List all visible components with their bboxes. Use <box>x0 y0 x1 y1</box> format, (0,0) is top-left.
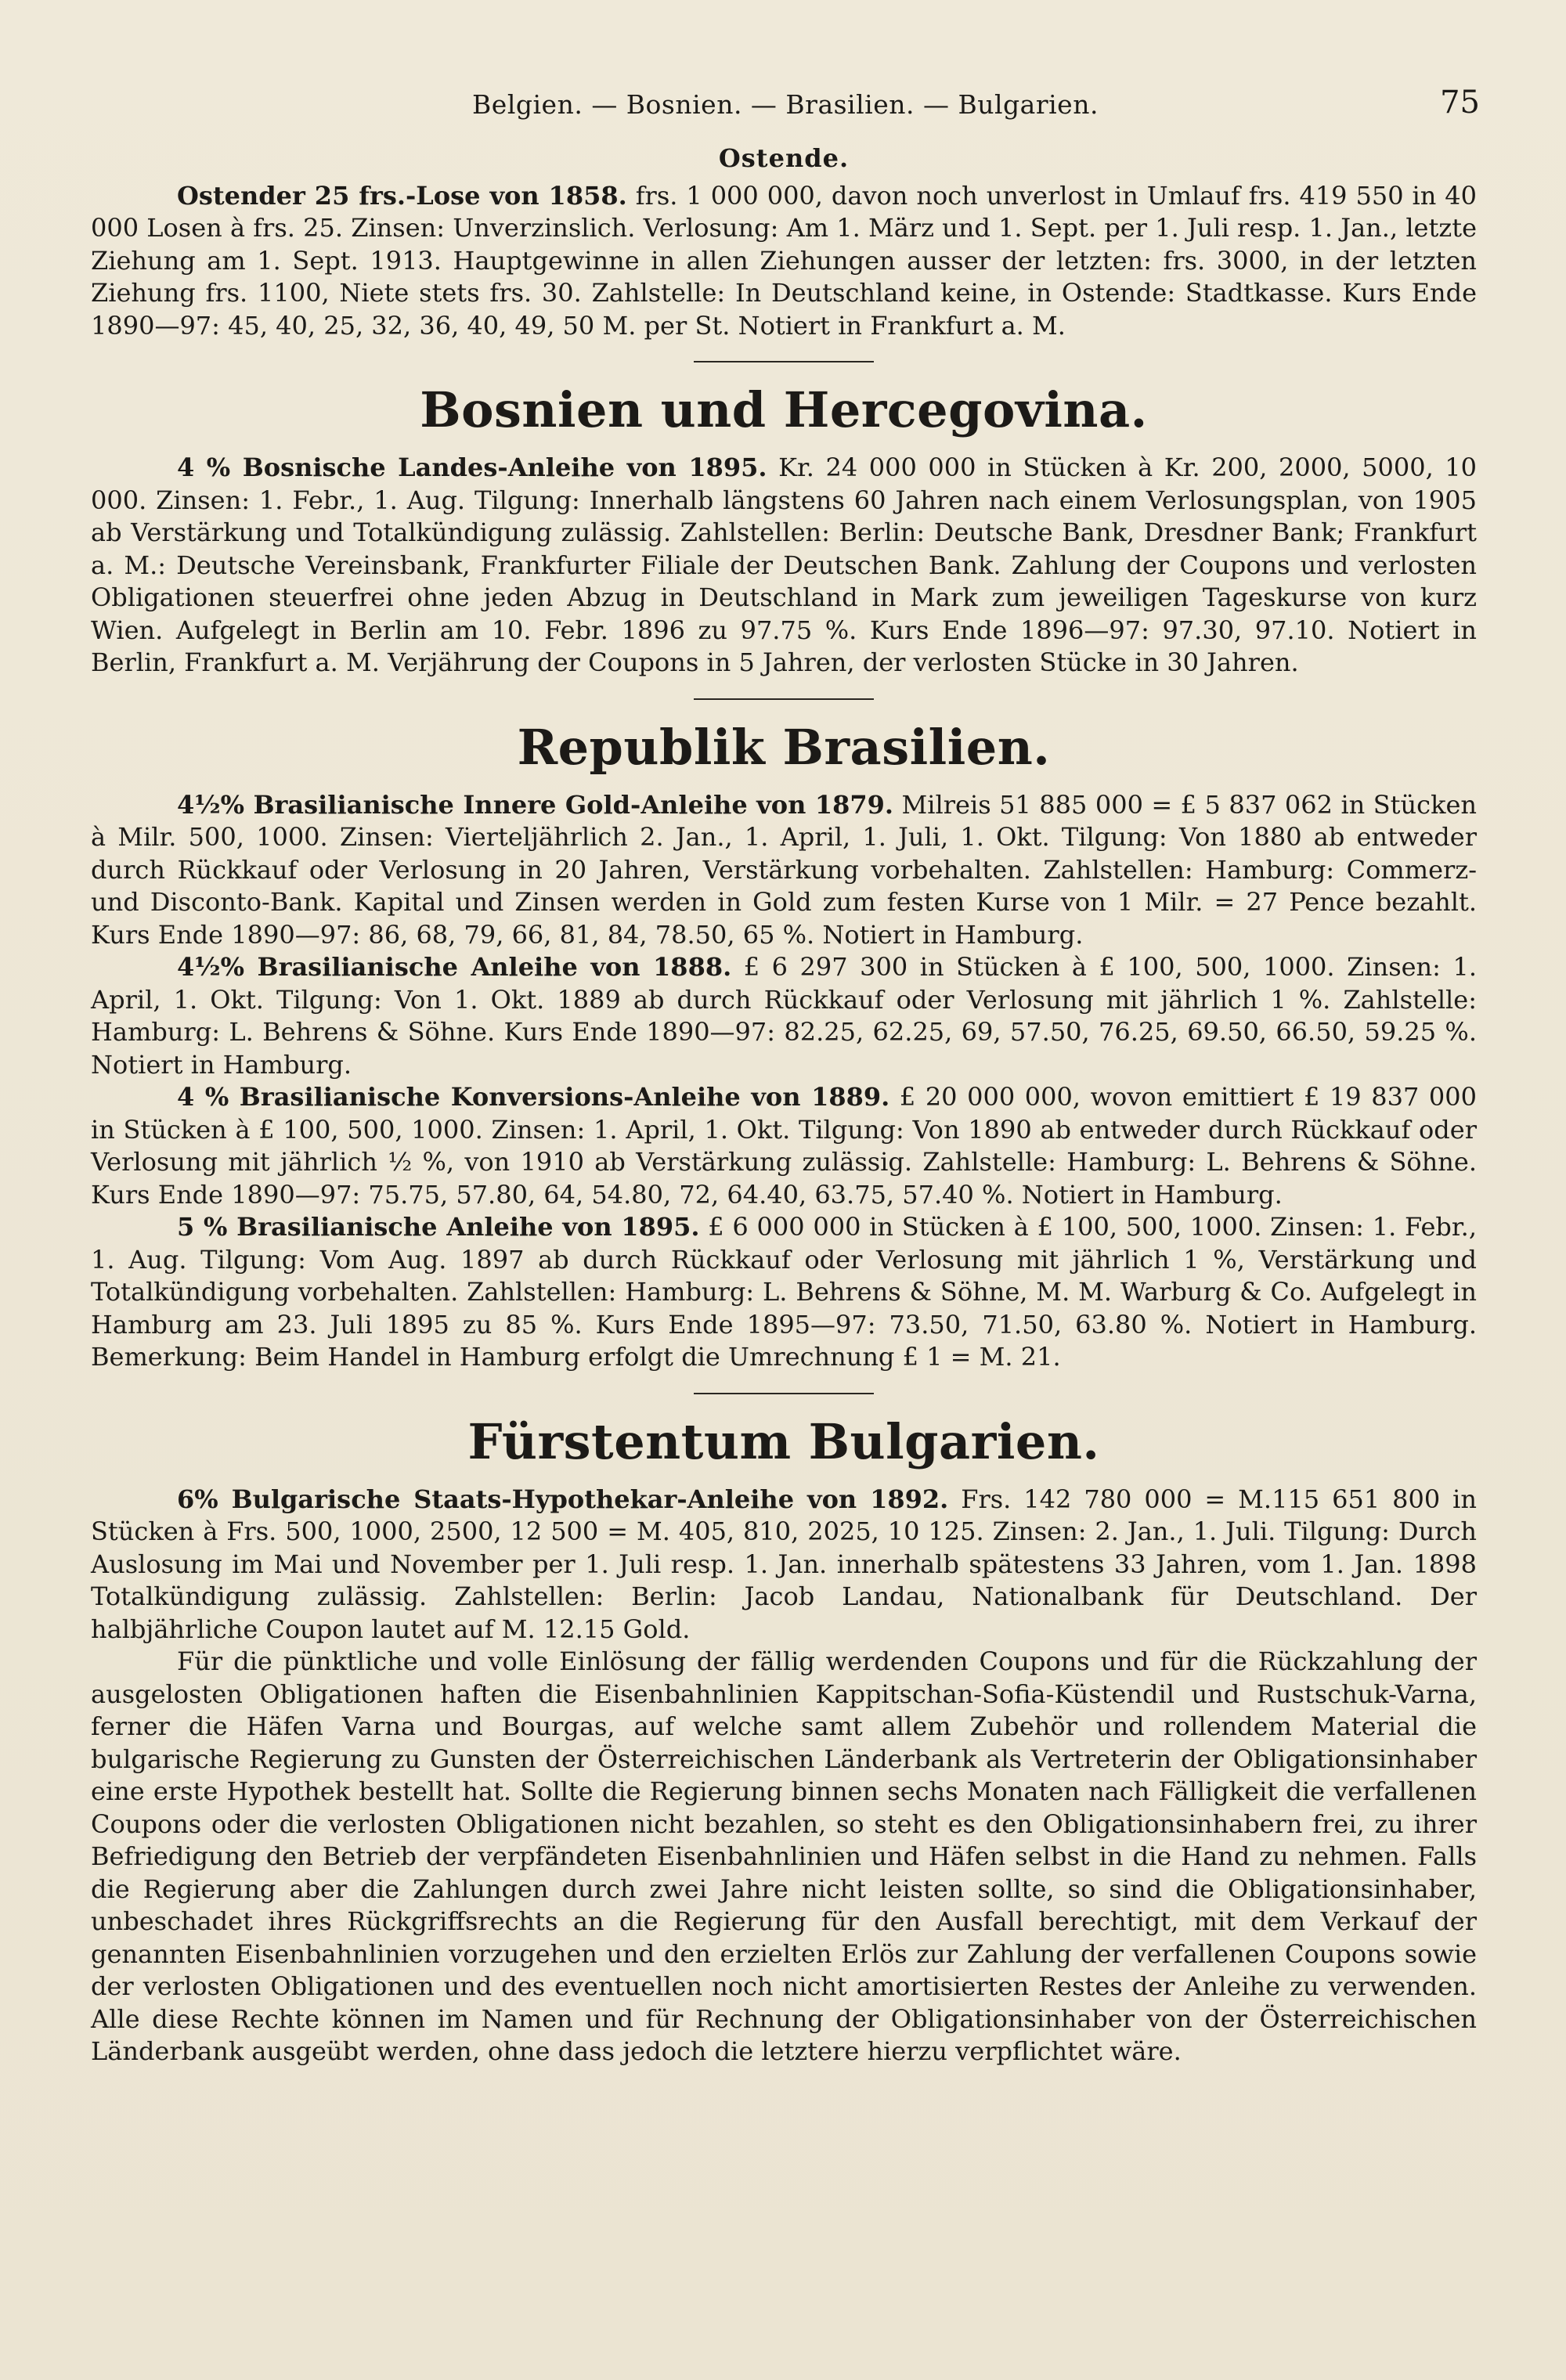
brasilien-entry-lead: 4½% Brasilianische Innere Gold-Anleihe von 1879. <box>177 789 894 820</box>
section-divider <box>694 1393 874 1394</box>
ostende-entry <box>91 180 1477 343</box>
section-title-brasilien: Republik Brasilien. <box>517 718 1051 776</box>
bosnien-entry-text: Kr. 24 000 000 in Stücken à Kr. 200, 2000, 5000, 10 000. Zinsen: 1. Febr., 1. Aug. Tilgung: Innerhalb längstens 60 Jahren nach einem Verlosungsplan, von 1905 ab Verstärkung und Totalkündigung zulässig. Zahlstellen: Berlin: Deutsche Bank, Dresdner Bank; Frankfurt a. M.: Deutsche Vereinsbank, Frankfurter Filiale der Deutschen Bank. Zahlung der Coupons und verlosten Obligationen steuerfrei ohne jeden Abzug in Deutschland in Mark zum jeweiligen Tageskurse von kurz Wien. Aufgelegt in Berlin am 10. Febr. 1896 zu 97.75 %. Kurs Ende 1896—97: 97.30, 97.10. Notiert in Berlin, Frankfurt a. M. Verjährung der Coupons in 5 Jahren, der verlosten Stücke in 30 Jahren. <box>91 453 1478 677</box>
bulgarien-paragraph-2: Für die pünktliche und volle Einlösung der fällig werdenden Coupons und für die Rückzahlung der ausgelosten Obligationen haften die Eisenbahnlinien Kappitschan-Sofia-Küstendil und Rustschuk-Varna, ferner die Häfen Varna und Bourgas, auf welche samt allem Zubehör und rollendem Material die bulgarische Regierung zu Gunsten der Österreichischen Länderbank als Vertreterin der Obligationsinhaber eine erste Hypothek bestellt hat. Sollte die Regierung binnen sechs Monaten nach Fälligkeit die verfallenen Coupons oder die verlosten Obligationen nicht bezahlen, so steht es den Obligationsinhabern frei, zu ihrer Befriedigung den Betrieb der verpfändeten Eisenbahnlinien und Häfen selbst in die Hand zu nehmen. Falls die Regierung aber die Zahlungen durch zwei Jahre nicht leisten sollte, so sind die Obligationsinhaber, unbeschadet ihres Rückgriffsrechts an die Regierung für den Ausfall berechtigt, mit dem Verkauf der genannten Eisenbahnlinien vorzugehen und den erzielten Erlös zur Zahlung der verfallenen Coupons sowie der verlosten Obligationen und des eventuellen noch nicht amortisierten Restes der Anleihe zu verwenden. Alle diese Rechte können im Namen und für Rechnung der Obligationsinhaber von der Österreichischen Länderbank ausgeübt werden, ohne dass jedoch die letztere hierzu verpflichtet wäre. <box>91 1646 1477 2066</box>
page-number: 75 <box>1440 85 1480 121</box>
brasilien-entry-text: £ 6 000 000 in Stücken à £ 100, 500, 1000. Zinsen: 1. Febr., 1. Aug. Tilgung: Vom Aug. 1897 ab durch Rückkauf oder Verlosung mit jährlich 1 %, Verstärkung und Totalkündigung vorbehalten. Zahlstellen: Hamburg: L. Behrens & Söhne, M. M. Warburg & Co. Aufgelegt in Hamburg am 23. Juli 1895 zu 85 %. Kurs Ende 1895—97: 73.50, 71.50, 63.80 %. Notiert in Hamburg. Bemerkung: Beim Handel in Hamburg erfolgt die Umrechnung £ 1 = M. 21. <box>91 1212 1478 1372</box>
section-title-bosnien: Bosnien und Hercegovina. <box>420 381 1148 438</box>
page-content <box>91 142 1477 2068</box>
bulgarien-entry-1 <box>91 1484 1477 1646</box>
brasilien-entry-4 <box>91 1211 1477 1374</box>
running-header <box>91 83 1480 130</box>
brasilien-entry-text: Milreis 51 885 000 = £ 5 837 062 in Stücken à Milr. 500, 1000. Zinsen: Vierteljährlich 2. Jan., 1. April, 1. Juli, 1. Okt. Tilgung: Von 1880 ab entweder durch Rückkauf oder Verlosung in 20 Jahren, Verstärkung vorbehalten. Zahlstellen: Hamburg: Commerz- und Disconto-Bank. Kapital und Zinsen werden in Gold zum festen Kurse von 1 Milr. = 27 Pence bezahlt. Kurs Ende 1890—97: 86, 68, 79, 66, 81, 84, 78.50, 65 %. Notiert in Hamburg. <box>91 789 1478 950</box>
brasilien-entry-1 <box>91 789 1477 952</box>
bosnien-entry-lead: 4 % Bosnische Landes-Anleihe von 1895. <box>177 453 767 482</box>
section-divider <box>694 698 874 700</box>
ostende-entry-lead: Ostender 25 frs.-Lose von 1858. <box>177 180 627 211</box>
brasilien-entry-text: £ 20 000 000, wovon emittiert £ 19 837 000 in Stücken à £ 100, 500, 1000. Zinsen: 1. April, 1. Okt. Tilgung: Von 1890 ab entweder durch Rückkauf oder Verlosung mit jährlich ½ %, von 1910 ab Verstärkung zulässig. Zahlstelle: Hamburg: L. Behrens & Söhne. Kurs Ende 1890—97: 75.75, 57.80, 64, 54.80, 72, 64.40, 63.75, 57.40 %. Notiert in Hamburg. <box>91 1082 1477 1210</box>
section-divider <box>694 361 874 362</box>
bulgarien-entry-lead: 6% Bulgarische Staats-Hypothekar-Anleihe von 1892. <box>177 1484 949 1514</box>
brasilien-entry-lead: 4 % Brasilianische Konversions-Anleihe von 1889. <box>177 1082 890 1112</box>
ostende-subheading: Ostende. <box>718 143 850 173</box>
brasilien-entry-lead: 4½% Brasilianische Anleihe von 1888. <box>177 952 732 982</box>
ostende-entry-text: frs. 1 000 000, davon noch unverlost in Umlauf frs. 419 550 in 40 000 Losen à frs. 25. Zinsen: Unverzinslich. Verlosung: Am 1. März und 1. Sept. per 1. Juli resp. 1. Jan., letzte Ziehung am 1. Sept. 1913. Hauptgewinne in allen Ziehungen ausser der letzten: frs. 3000, in der letzten Ziehung frs. 1100, Niete stets frs. 30. Zahlstelle: In Deutschland keine, in Ostende: Stadtkasse. Kurs Ende 1890—97: 45, 40, 25, 32, 36, 40, 49, 50 M. per St. Notiert in Frankfurt a. M. <box>91 180 1478 341</box>
brasilien-entry-lead: 5 % Brasilianische Anleihe von 1895. <box>177 1212 700 1242</box>
section-title-bulgarien: Fürstentum Bulgarien. <box>467 1412 1100 1470</box>
brasilien-entry-text: £ 6 297 300 in Stücken à £ 100, 500, 1000. Zinsen: 1. April, 1. Okt. Tilgung: Von 1. Okt. 1889 ab durch Rückkauf oder Verlosung mit jährlich 1 %. Zahlstelle: Hamburg: L. Behrens & Söhne. Kurs Ende 1890—97: 82.25, 62.25, 69, 57.50, 76.25, 69.50, 66.50, 59.25 %. Notiert in Hamburg. <box>91 952 1478 1080</box>
brasilien-entry-3 <box>91 1081 1477 1211</box>
bosnien-entry-1 <box>91 452 1477 680</box>
bulgarien-entry-text: Frs. 142 780 000 = M.115 651 800 in Stücken à Frs. 500, 1000, 2500, 12 500 = M. 405, 810, 2025, 10 125. Zinsen: 2. Jan., 1. Juli. Tilgung: Durch Auslosung im Mai und November per 1. Juli resp. 1. Jan. innerhalb spätestens 33 Jahren, vom 1. Jan. 1898 Totalkündigung zulässig. Zahlstellen: Berlin: Jacob Landau, Nationalbank für Deutschland. Der halbjährliche Coupon lautet auf M. 12.15 Gold. <box>91 1484 1478 1644</box>
brasilien-entry-2 <box>91 951 1477 1081</box>
running-title: Belgien. — Bosnien. — Brasilien. — Bulgarien. <box>472 89 1099 120</box>
